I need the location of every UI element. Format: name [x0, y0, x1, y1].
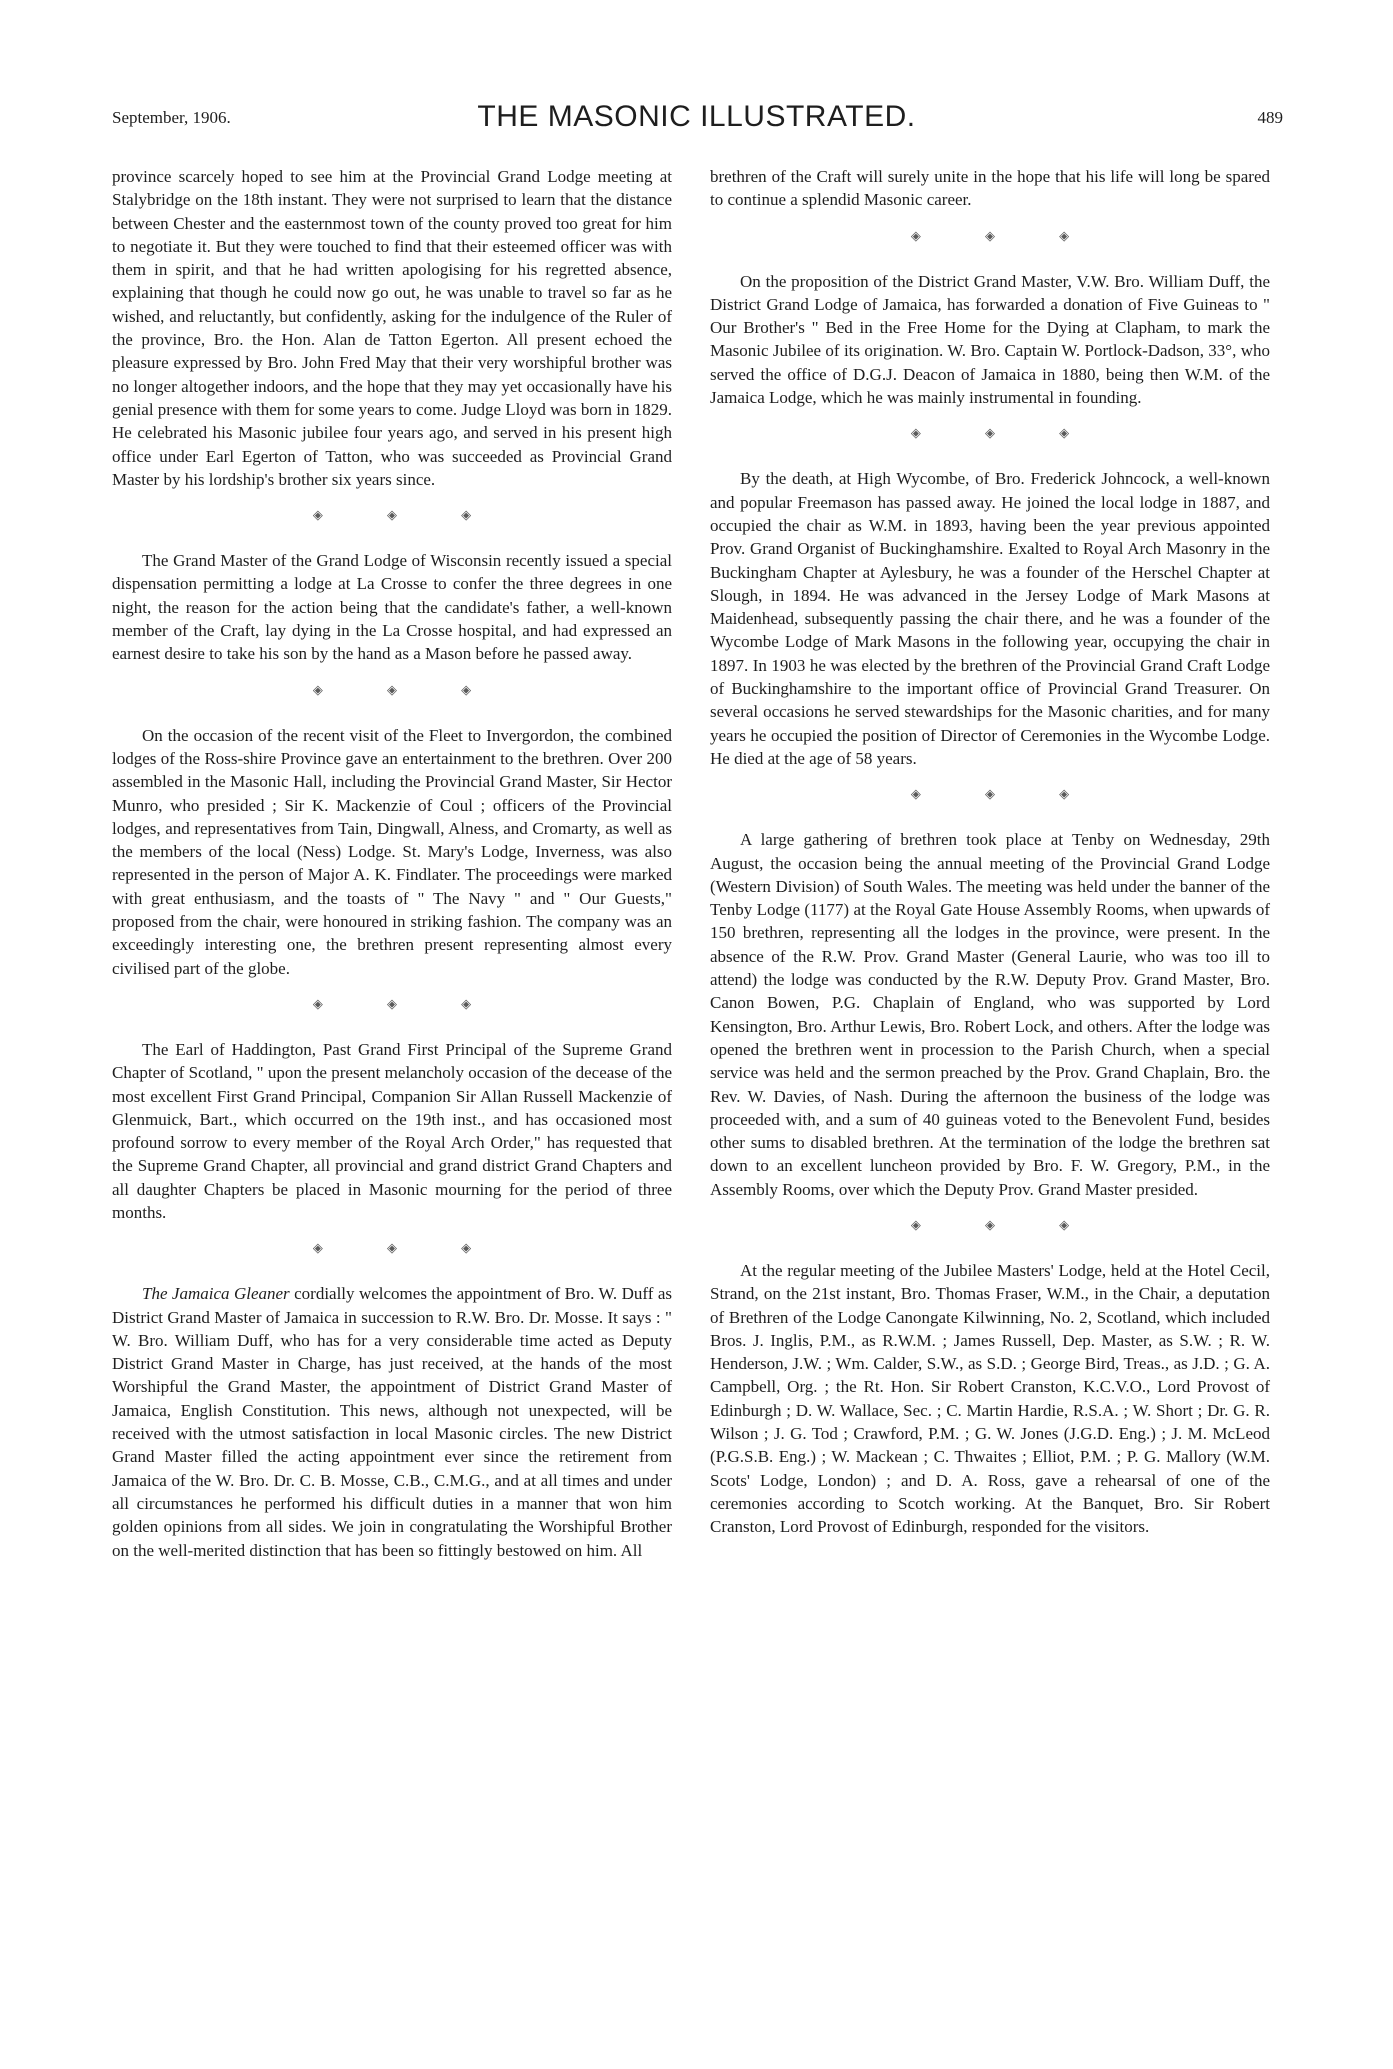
article-paragraph: On the proposition of the District Grand Master, V.W. Bro. William Duff, the District Grand Lodge of Jamaica, has forwarded a donation of Five Guineas to " Our Brother's " Bed in the Free Home for the Dying at Clapham, to mark the Masonic Jubilee of its origination. W. Bro. Captain W. Portlock-Dadson, 33°, who served the office of D.G.J. Deacon of Jamaica in 1880, being then W.M. of the Jamaica Lodge, which he was mainly instrumental in founding.	[710, 271, 1270, 408]
section-ornament: ◈ ◈ ◈	[910, 787, 1100, 803]
section-ornament: ◈ ◈ ◈	[312, 996, 502, 1012]
article-paragraph: The Earl of Haddington, Past Grand First Principal of the Supreme Grand Chapter of Scotland, " upon the present melancholy occasion of the decease of the most excellent First Grand Principal, Companion Sir Allan Russell Mackenzie of Glenmuick, Bart., which occurred on the 19th inst., and has occasioned most profound sorrow to every member of the Royal Arch Order," has requested that the Supreme Grand Chapter, all provincial and grand district Grand Chapters and all daughter Chapters be placed in Masonic mourning for the period of three months.	[112, 1039, 672, 1222]
section-ornament: ◈ ◈ ◈	[910, 1217, 1100, 1233]
left-column	[112, 165, 672, 1562]
article-paragraph: The Grand Master of the Grand Lodge of Wisconsin recently issued a special dispensation permitting a lodge at La Crosse to confer the three degrees in one night, the reason for the action being that the candidate's father, a well-known member of the Craft, lay dying in the La Crosse hospital, and had expressed an earnest desire to take his son by the hand as a Mason before he passed away.	[112, 551, 672, 664]
right-column	[710, 165, 1270, 1539]
article-paragraph: A large gathering of brethren took place at Tenby on Wednesday, 29th August, the occasion being the annual meeting of the Provincial Grand Lodge (Western Division) of South Wales. The meeting was held under the banner of the Tenby Lodge (1177) at the Royal Gate House Assembly Rooms, when upwards of 150 brethren, representing all the lodges in the province, were present. In the absence of the R.W. Prov. Grand Master (General Laurie, who was too ill to attend) the lodge was conducted by the R.W. Deputy Prov. Grand Master, Bro. Canon Bowen, P.G. Chaplain of England, who was supported by Lord Kensington, Bro. Arthur Lewis, Bro. Robert Lock, and others. After the lodge was opened the brethren went in procession to the Parish Church, when a special service was held and the sermon preached by the Prov. Grand Chaplain, Bro. the Rev. W. Davies, of Nash. During the afternoon the business of the lodge was proceeded with, and a sum of 40 guineas voted to the Benevolent Fund, besides other sums to disabled brethren. At the termination of the lodge the brethren sat down to an excellent luncheon provided by Bro. F. W. Gregory, P.M., in the Assembly Rooms, over which the Deputy Prov. Grand Master presided.	[710, 830, 1270, 1199]
running-header	[0, 100, 1393, 140]
page-number: 489	[1257, 108, 1283, 127]
issue-date: September, 1906.	[112, 108, 231, 127]
section-ornament: ◈ ◈ ◈	[910, 426, 1100, 442]
article-paragraph: brethren of the Craft will surely unite in the hope that his life will long be spared to continue a splendid Masonic career.	[710, 167, 1270, 210]
publication-title: THE MASONIC ILLUSTRATED.	[477, 100, 916, 133]
newspaper-title: The Jamaica Gleaner	[142, 1284, 290, 1304]
section-ornament: ◈ ◈ ◈	[312, 682, 502, 698]
article-paragraph: By the death, at High Wycombe, of Bro. Frederick Johncock, a well-known and popular Freemason has passed away. He joined the local lodge in 1887, and occupied the chair as W.M. in 1893, having been the year previous appointed Prov. Grand Organist of Buckinghamshire. Exalted to Royal Arch Masonry in the Buckingham Chapter at Aylesbury, he was a founder of the Herschel Chapter at Slough, in 1894. He was advanced in the Jersey Lodge of Mark Masons at Maidenhead, subsequently passing the chair there, and he was a founder of the Wycombe Lodge of Mark Masons in the following year, occupying the chair in 1897. In 1903 he was elected by the brethren of the Provincial Grand Craft Lodge of Buckinghamshire to the important office of Provincial Grand Treasurer. On several occasions he served stewardships for the Masonic charities, and for many years he occupied the position of Director of Ceremonies in the Wycombe Lodge. He died at the age of 58 years.	[710, 469, 1270, 768]
article-paragraph: province scarcely hoped to see him at the Provincial Grand Lodge meeting at Stalybridge on the 18th instant. They were not surprised to learn that the distance between Chester and the easternmost town of the county proved too great for him to negotiate it. But they were touched to find that their esteemed officer was with them in spirit, and that he had written apologising for his regretted absence, explaining that though he could now go out, he was unable to travel so far as he wished, and reluctantly, but confidently, asking for the indulgence of the Ruler of the province, Bro. the Hon. Alan de Tatton Egerton. All present echoed the pleasure expressed by Bro. John Fred May that their very worshipful brother was no longer altogether indoors, and the hope that they may yet occasionally have his genial presence with them for some years to come. Judge Lloyd was born in 1829. He celebrated his Masonic jubilee four years ago, and served in his present high office under Earl Egerton of Tatton, who was succeeded as Provincial Grand Master by his lordship's brother six years since.	[112, 167, 672, 489]
section-ornament: ◈ ◈ ◈	[312, 1241, 502, 1257]
article-paragraph	[112, 1282, 672, 1562]
article-paragraph: On the occasion of the recent visit of the Fleet to Invergordon, the combined lodges of the Ross-shire Province gave an entertainment to the brethren. Over 200 assembled in the Masonic Hall, including the Provincial Grand Master, Sir Hector Munro, who presided ; Sir K. Mackenzie of Coul ; officers of the Provincial lodges, and representatives from Tain, Dingwall, Alness, and Cromarty, as well as the members of the local (Ness) Lodge. St. Mary's Lodge, Inverness, was also represented in the person of Major A. K. Findlater. The proceedings were marked with great enthusiasm, and the toasts of " The Navy " and " Our Guests," proposed from the chair, were honoured in striking fashion. The company was an exceedingly interesting one, the brethren present representing almost every civilised part of the globe.	[112, 725, 672, 978]
section-ornament: ◈ ◈ ◈	[910, 228, 1100, 244]
section-ornament: ◈ ◈ ◈	[312, 508, 502, 524]
article-text: cordially welcomes the appointment of Bro. W. Duff as District Grand Master of Jamaica in succession to R.W. Bro. Dr. Mosse. It says : " W. Bro. William Duff, who has for a very considerable time acted as Deputy District Grand Master in Charge, has just received, at the hands of the most Worshipful the Grand Master, the appointment of District Grand Master of Jamaica, English Constitution. This news, although not unexpected, will be received with the utmost satisfaction in local Masonic circles. The new District Grand Master filled the acting appointment ever since the retirement from Jamaica of the W. Bro. Dr. C. B. Mosse, C.B., C.M.G., and at all times and under all circumstances he performed his difficult duties in a manner that won him golden opinions from all sides. We join in congratulating the Worshipful Brother on the well-merited distinction that has been so fittingly bestowed on him. All	[112, 1284, 672, 1560]
article-paragraph: At the regular meeting of the Jubilee Masters' Lodge, held at the Hotel Cecil, Strand, on the 21st instant, Bro. Thomas Fraser, W.M., in the Chair, a deputation of Brethren of the Lodge Canongate Kilwinning, No. 2, Scotland, which included Bros. J. Inglis, P.M., as R.W.M. ; James Russell, Dep. Master, as S.W. ; R. W. Henderson, J.W. ; Wm. Calder, S.W., as S.D. ; George Bird, Treas., as J.D. ; G. A. Campbell, Org. ; the Rt. Hon. Sir Robert Cranston, K.C.V.O., Lord Provost of Edinburgh ; D. W. Wallace, Sec. ; C. Martin Hardie, R.S.A. ; W. Short ; Dr. G. R. Wilson ; J. G. Tod ; Crawford, P.M. ; G. W. Jones (J.G.D. Eng.) ; J. M. McLeod (P.G.S.B. Eng.) ; W. Mackean ; C. Thwaites ; Elliot, P.M. ; P. G. Mallory (W.M. Scots' Lodge, London) ; and D. A. Ross, gave a rehearsal of one of the ceremonies according to Scotch working. At the Banquet, Bro. Sir Robert Cranston, Lord Provost of Edinburgh, responded for the visitors.	[710, 1260, 1270, 1537]
